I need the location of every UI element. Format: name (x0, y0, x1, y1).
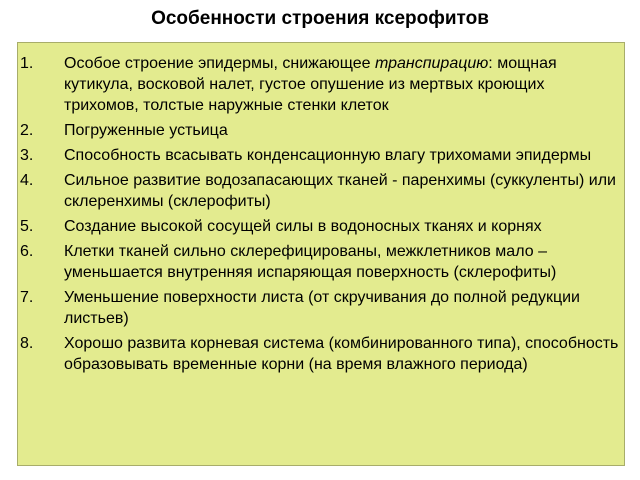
list-item (18, 216, 622, 237)
list-item (18, 145, 622, 166)
list-item-text: Способность всасывать конденсационную влагу трихомами эпидермы (64, 147, 592, 164)
list-item (18, 287, 622, 329)
list-item-text: Уменьшение поверхности листа (от скручивания до полной редукции листьев) (64, 289, 580, 327)
list-item-text-part: : мощная кутикула, восковой налет, густое опушение из мертвых кроющих трихомов, толстые наружные стенки клеток (64, 55, 557, 114)
list-item-number: 2. (20, 122, 34, 139)
list-item-number: 8. (20, 335, 34, 352)
list-item-number: 1. (20, 55, 34, 72)
list-item-text: Создание высокой сосущей силы в водоносных тканях и корнях (64, 218, 542, 235)
list-item-text-part: Особое строение эпидермы, снижающее (64, 55, 375, 72)
features-list (18, 53, 622, 379)
list-item-text: Хорошо развита корневая система (комбинированного типа), способность образовывать временные корни (на время влажного периода) (64, 335, 619, 373)
list-item-text: Погруженные устьица (64, 122, 228, 139)
list-item-number: 5. (20, 218, 34, 235)
list-item-text: Клетки тканей сильно склерефицированы, межклетников мало – уменьшается внутренняя испаряющая поверхность (склерофиты) (64, 243, 557, 281)
list-item (18, 53, 622, 116)
list-item (18, 241, 622, 283)
list-item-number: 7. (20, 289, 34, 306)
list-item (18, 333, 622, 375)
list-item-text (64, 55, 557, 114)
list-item (18, 120, 622, 141)
list-item-number: 4. (20, 172, 34, 189)
list-item-number: 6. (20, 243, 34, 260)
list-item-number: 3. (20, 147, 34, 164)
list-item (18, 170, 622, 212)
list-item-text: Сильное развитие водозапасающих тканей - паренхимы (суккуленты) или склеренхимы (склерофиты) (64, 172, 616, 210)
list-item-italic-term: транспирацию (374, 55, 489, 72)
page-title: Особенности строения ксерофитов (151, 8, 489, 29)
content-panel (17, 42, 625, 466)
